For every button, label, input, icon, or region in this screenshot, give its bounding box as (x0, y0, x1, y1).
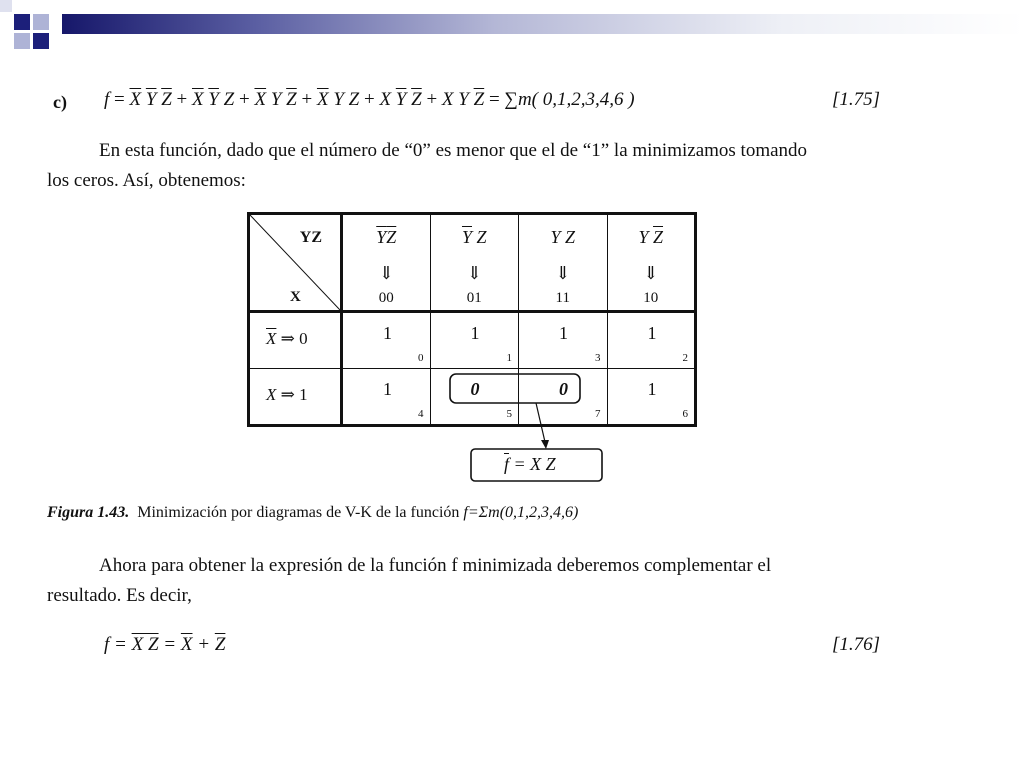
corner-square-light (14, 33, 30, 49)
row-header-x1: X ⇒ 1 (249, 369, 342, 426)
down-arrow-icon: ⇓ (643, 263, 659, 283)
kmap-cell (430, 312, 519, 369)
kmap-cell (342, 312, 431, 369)
caption-text: Minimización por diagramas de V-K de la función (137, 504, 460, 521)
title-gradient-bar (62, 14, 1024, 34)
outro-paragraph (47, 551, 899, 611)
corner-square-light (0, 0, 12, 12)
corner-square-dark (14, 14, 30, 30)
corner-label-yz: YZ (299, 229, 322, 246)
cell-value: 1 (383, 323, 392, 343)
column-code: 00 (378, 290, 394, 306)
down-arrow-icon: ⇓ (378, 263, 394, 283)
cell-index: 0 (418, 352, 424, 364)
cell-index: 6 (682, 408, 688, 420)
kmap-cell (519, 369, 608, 426)
cell-index: 3 (595, 352, 601, 364)
outro-line-2: resultado. Es decir, (47, 585, 192, 606)
down-arrow-icon: ⇓ (555, 263, 571, 283)
result-arrow-head (541, 440, 549, 449)
equation-1-76: f = X $Z = \overline{X} + \overline{Z}$ (104, 634, 226, 655)
intro-line-2: los ceros. Así, obtenemos: (47, 170, 246, 191)
result-text: = X Z (513, 454, 556, 474)
equation-tag: [1.75] (832, 89, 881, 110)
minterm-sum: m( 0,1,2,3,4,6 ) (517, 89, 635, 110)
outro-line-1: Ahora para obtener la expresión de la función f minimizada deberemos complementar el (99, 555, 772, 576)
figure-number: Figura 1.43. (47, 504, 130, 521)
result-expression: $\overline{f} = X$ Z (504, 454, 556, 474)
intro-line-1: En esta función, dado que el número de “0” es menor que el de “1” la minimizamos tomando (99, 140, 808, 161)
karnaugh-map (247, 212, 697, 423)
kmap-cell (607, 312, 696, 369)
row-value-label: ⇒ 1 (280, 385, 308, 404)
caption-function: f=Σm(0,1,2,3,4,6) (463, 504, 579, 521)
figure-caption (47, 504, 578, 522)
cell-value: 1 (647, 379, 657, 399)
column-header-10: Y $\overline{Z}$ ⇓ 10 (607, 214, 696, 312)
column-header-11: Y Z ⇓ 11 (519, 214, 608, 312)
column-code: 01 (466, 290, 482, 306)
kmap-cell (430, 369, 519, 426)
cell-index: 1 (506, 352, 512, 364)
cell-value: 0 (559, 379, 568, 399)
cell-value: 1 (647, 323, 657, 343)
column-header-01: $\overline{Y}$ Z ⇓ 01 (430, 214, 519, 312)
column-code: 11 (555, 290, 570, 306)
kmap-cell (342, 369, 431, 426)
kmap-cell (607, 369, 696, 426)
row-value-label: ⇒ 0 (280, 329, 308, 348)
cell-value: 1 (470, 323, 480, 343)
cell-index: 4 (418, 408, 424, 420)
intro-paragraph (47, 136, 899, 196)
kmap-corner (249, 214, 342, 312)
column-header-00: $\overline{Y}\overline{Z}$ ⇓ 00 (342, 214, 431, 312)
cell-value: 1 (383, 379, 392, 399)
kmap-cell (519, 312, 608, 369)
cell-index: 7 (595, 408, 601, 420)
column-code: 10 (643, 290, 659, 306)
cell-index: 5 (506, 408, 512, 420)
row-header-x0: $\overline{X}$ ⇒ 0 (249, 312, 342, 369)
corner-square-dark (33, 33, 49, 49)
cell-value: 0 (470, 379, 480, 399)
equation-tag: [1.76] (832, 634, 881, 655)
down-arrow-icon: ⇓ (466, 263, 482, 283)
equation-1-75: $f = \overline{X}$ $\overline{Y}$ $\overline{Z} + \overline{X}$ $\overline{Y}$ $Z + \overline{X}$ Y $\overline{Z} + \overline{X}$ Y Z + X $\overline{Y}$ $\overline{Z} + X$ Y $\overline{Z} = \sum m$( 0,1,2,3,4,6 ) (104, 89, 635, 110)
equation-label: c) (53, 92, 67, 112)
corner-square-light (33, 14, 49, 30)
corner-label-x: X (290, 289, 301, 305)
cell-index: 2 (682, 352, 688, 364)
cell-value: 1 (559, 323, 568, 343)
